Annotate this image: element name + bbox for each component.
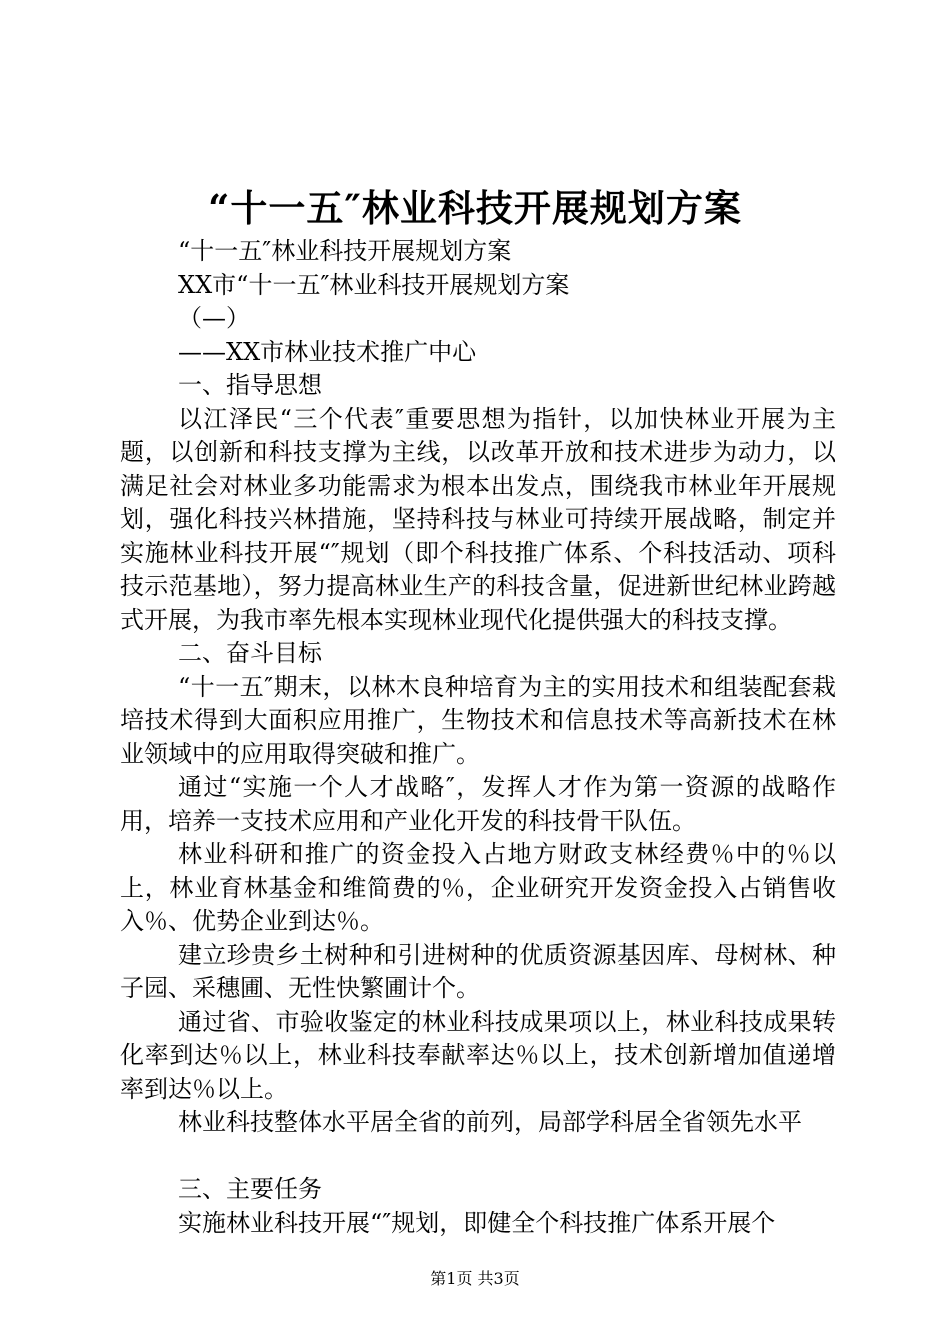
paragraph-goals-1: “十一五″期末，以林木良种培育为主的实用技术和组装配套栽培技术得到大面积应用推广，生物技术和信息技术等高新技术在林业领域中的应用取得突破和推广。 <box>120 672 836 768</box>
section-heading-goals: 二、奋斗目标 <box>178 639 322 667</box>
city-title-line: XX市“十一五″林业科技开展规划方案 <box>178 270 570 299</box>
paragraph-goals-3: 林业科研和推广的资金投入占地方财政支林经费％中的％以上，林业育林基金和维简费的％，企业研究开发资金投入占销售收入％、优势企业到达％。 <box>120 840 836 935</box>
part-marker-line: （—） <box>178 304 250 332</box>
blank-line <box>120 1140 836 1174</box>
section-heading-main-tasks: 三、主要任务 <box>178 1175 322 1203</box>
section-heading-guiding-ideology: 一、指导思想 <box>178 371 322 399</box>
paragraph-guiding-ideology: 以江泽民“三个代表″重要思想为指针，以加快林业开展为主题，以创新和科技支撑为主线，以改革开放和技术进步为动力，以满足社会对林业多功能需求为根本出发点，围绕我市林业年开展规划，强化科技兴林措施，坚持科技与林业可持续开展战略，制定并实施林业科技开展“″规划（即个科技推广体系、个科技活动、项科技示范基地），努力提高林业生产的科技含量，促进新世纪林业跨越式开展，为我市率先根本实现林业现代化提供强大的科技支撑。 <box>120 404 836 634</box>
subtitle-line: “十一五″林业科技开展规划方案 <box>178 237 512 265</box>
paragraph-goals-5: 通过省、市验收鉴定的林业科技成果项以上，林业科技成果转化率到达％以上，林业科技奉献率达％以上，技术创新增加值递增率到达％以上。 <box>120 1007 836 1103</box>
document-body <box>120 235 836 1240</box>
paragraph-goals-2: 通过“实施一个人才战略″，发挥人才作为第一资源的战略作用，培养一支技术应用和产业化开发的科技骨干队伍。 <box>120 773 836 835</box>
author-line: ——XX市林业技术推广中心 <box>178 337 477 366</box>
paragraph-goals-6: 林业科技整体水平居全省的前列，局部学科居全省领先水平 <box>178 1108 802 1136</box>
page-footer: 第1页 共3页 <box>430 1269 520 1288</box>
document-title: “十一五″林业科技开展规划方案 <box>208 186 742 230</box>
paragraph-goals-4: 建立珍贵乡土树种和引进树种的优质资源基因库、母树林、种子园、采穗圃、无性快繁圃计个。 <box>120 940 836 1002</box>
paragraph-main-tasks-1: 实施林业科技开展“″规划，即健全个科技推广体系开展个 <box>178 1208 776 1237</box>
